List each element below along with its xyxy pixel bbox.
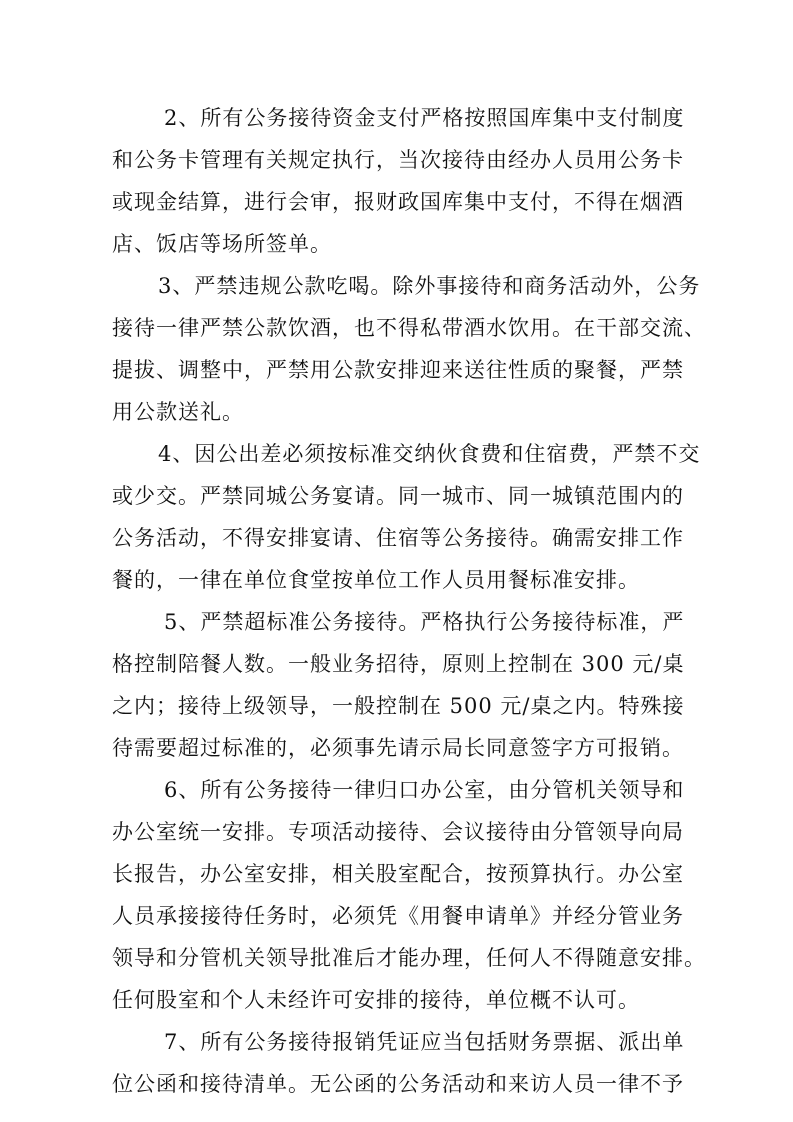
paragraph-7-line-2: 位公函和接待清单。无公函的公务活动和来访人员一律不予 <box>112 1072 684 1096</box>
paragraph-5-line-2: 格控制陪餐人数。一般业务招待，原则上控制在 300 元/桌 <box>112 652 685 676</box>
paragraph-2-line-1: 2、所有公务接待资金支付严格按照国库集中支付制度 <box>164 106 685 130</box>
paragraph-4-line-2: 或少交。严禁同城公务宴请。同一城市、同一城镇范围内的 <box>112 484 684 508</box>
paragraph-5-line-3: 之内；接待上级领导，一般控制在 500 元/桌之内。特殊接 <box>112 694 685 718</box>
paragraph-6-line-3: 长报告，办公室安排，相关股室配合，按预算执行。办公室 <box>112 862 684 886</box>
paragraph-6-line-4: 人员承接接待任务时，必须凭《用餐申请单》并经分管业务 <box>112 904 684 928</box>
paragraph-6-line-1: 6、所有公务接待一律归口办公室，由分管机关领导和 <box>164 778 685 802</box>
paragraph-4-line-1: 4、因公出差必须按标准交纳伙食费和住宿费，严禁不交 <box>158 442 701 466</box>
paragraph-3-line-2: 接待一律严禁公款饮酒，也不得私带酒水饮用。在干部交流、 <box>112 316 706 340</box>
paragraph-5-line-4: 待需要超过标准的，必须事先请示局长同意签字方可报销。 <box>112 736 684 760</box>
paragraph-3-line-3: 提拔、调整中，严禁用公款安排迎来送往性质的聚餐，严禁 <box>112 358 684 382</box>
paragraph-3-line-4: 用公款送礼。 <box>112 400 244 424</box>
paragraph-2-line-3: 或现金结算，进行会审，报财政国库集中支付，不得在烟酒 <box>112 190 684 214</box>
paragraph-3-line-1: 3、严禁违规公款吃喝。除外事接待和商务活动外，公务 <box>158 274 701 298</box>
paragraph-2-line-4: 店、饭店等场所签单。 <box>112 232 332 256</box>
paragraph-4-line-4: 餐的，一律在单位食堂按单位工作人员用餐标准安排。 <box>112 568 640 592</box>
paragraph-4-line-3: 公务活动，不得安排宴请、住宿等公务接待。确需安排工作 <box>112 526 684 550</box>
paragraph-6-line-2: 办公室统一安排。专项活动接待、会议接待由分管领导向局 <box>112 820 684 844</box>
paragraph-6-line-6: 任何股室和个人未经许可安排的接待，单位概不认可。 <box>112 988 640 1012</box>
paragraph-6-line-5: 领导和分管机关领导批准后才能办理，任何人不得随意安排。 <box>112 946 706 970</box>
paragraph-7-line-1: 7、所有公务接待报销凭证应当包括财务票据、派出单 <box>164 1030 685 1054</box>
paragraph-5-line-1: 5、严禁超标准公务接待。严格执行公务接待标准，严 <box>164 610 685 634</box>
paragraph-2-line-2: 和公务卡管理有关规定执行，当次接待由经办人员用公务卡 <box>112 148 684 172</box>
